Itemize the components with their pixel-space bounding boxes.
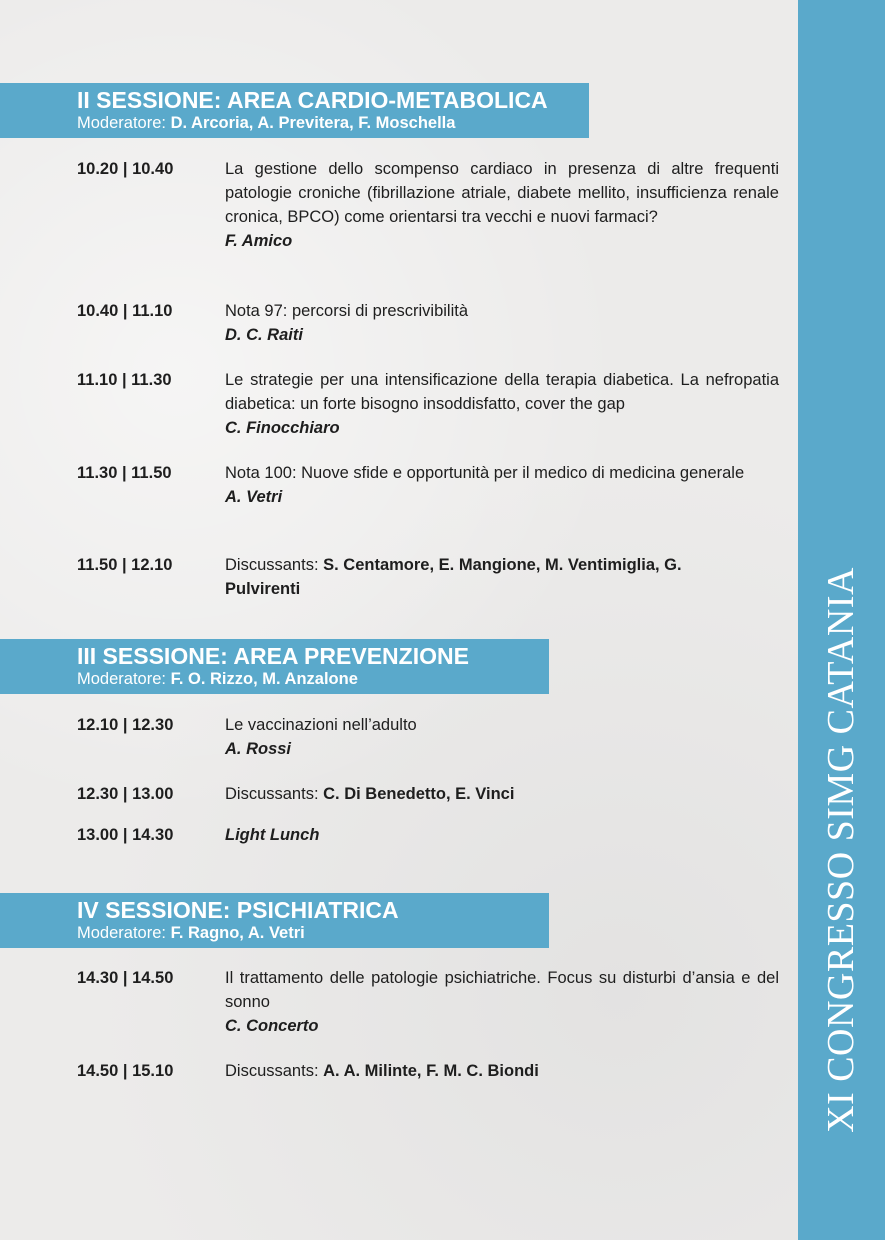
session-title: II SESSIONE: AREA CARDIO-METABOLICA <box>77 87 548 113</box>
program-item <box>77 1059 779 1083</box>
talk-title: Nota 97: percorsi di prescrivibilità <box>225 302 469 320</box>
session-header-ii <box>0 83 589 138</box>
sidebar <box>798 0 885 1240</box>
program-item <box>77 713 779 761</box>
program-item <box>77 823 779 847</box>
speaker: C. Concerto <box>225 1017 319 1035</box>
session-moderators: Moderatore: D. Arcoria, A. Previtera, F. Moschella <box>77 114 456 132</box>
lunch-break: Light Lunch <box>225 826 320 844</box>
time-slot: 14.30 | 14.50 <box>77 969 174 987</box>
session-moderators: Moderatore: F. O. Rizzo, M. Anzalone <box>77 670 358 688</box>
speaker: F. Amico <box>225 232 293 250</box>
time-slot: 10.40 | 11.10 <box>77 302 173 320</box>
program-item <box>77 461 779 509</box>
speaker: A. Rossi <box>225 740 292 758</box>
talk-title: Le strategie per una intensificazione della terapia diabetica. La nefropatia diabetica: un forte bisogno insoddisfatto, cover the gap <box>225 371 779 413</box>
session-title: III SESSIONE: AREA PREVENZIONE <box>77 643 469 669</box>
congress-title: XI CONGRESSO SIMG CATANIA <box>820 567 862 1133</box>
program-item <box>77 553 779 601</box>
time-slot: 11.10 | 11.30 <box>77 371 172 389</box>
talk-title: Il trattamento delle patologie psichiatriche. Focus su disturbi d’ansia e del sonno <box>225 969 779 1011</box>
time-slot: 11.50 | 12.10 <box>77 556 173 574</box>
time-slot: 10.20 | 10.40 <box>77 160 174 178</box>
program-item <box>77 299 779 347</box>
time-slot: 14.50 | 15.10 <box>77 1062 174 1080</box>
program-item <box>77 157 779 253</box>
session-header-iii <box>0 639 549 694</box>
discussants: Discussants: A. A. Milinte, F. M. C. Biondi <box>225 1062 539 1080</box>
time-slot: 11.30 | 11.50 <box>77 464 172 482</box>
speaker: D. C. Raiti <box>225 326 303 344</box>
session-title: IV SESSIONE: PSICHIATRICA <box>77 897 399 923</box>
discussants: Discussants: C. Di Benedetto, E. Vinci <box>225 785 515 803</box>
speaker: C. Finocchiaro <box>225 419 340 437</box>
time-slot: 13.00 | 14.30 <box>77 826 174 844</box>
speaker: A. Vetri <box>225 488 283 506</box>
time-slot: 12.10 | 12.30 <box>77 716 174 734</box>
program-item <box>77 368 779 440</box>
talk-title: Nota 100: Nuove sfide e opportunità per il medico di medicina generale <box>225 464 745 482</box>
time-slot: 12.30 | 13.00 <box>77 785 174 803</box>
session-header-iv <box>0 893 549 948</box>
talk-title: Le vaccinazioni nell’adulto <box>225 716 417 734</box>
discussants: Discussants: S. Centamore, E. Mangione, M. Ventimiglia, G. Pulvirenti <box>225 556 682 598</box>
talk-title: La gestione dello scompenso cardiaco in presenza di altre frequenti patologie croniche (fibrillazione atriale, diabete mellito, insufficienza renale cronica, BPCO) come orientarsi tra vecchi e nuovi farmaci? <box>225 160 779 226</box>
session-moderators: Moderatore: F. Ragno, A. Vetri <box>77 924 305 942</box>
program-item <box>77 782 779 806</box>
program-item <box>77 966 779 1038</box>
